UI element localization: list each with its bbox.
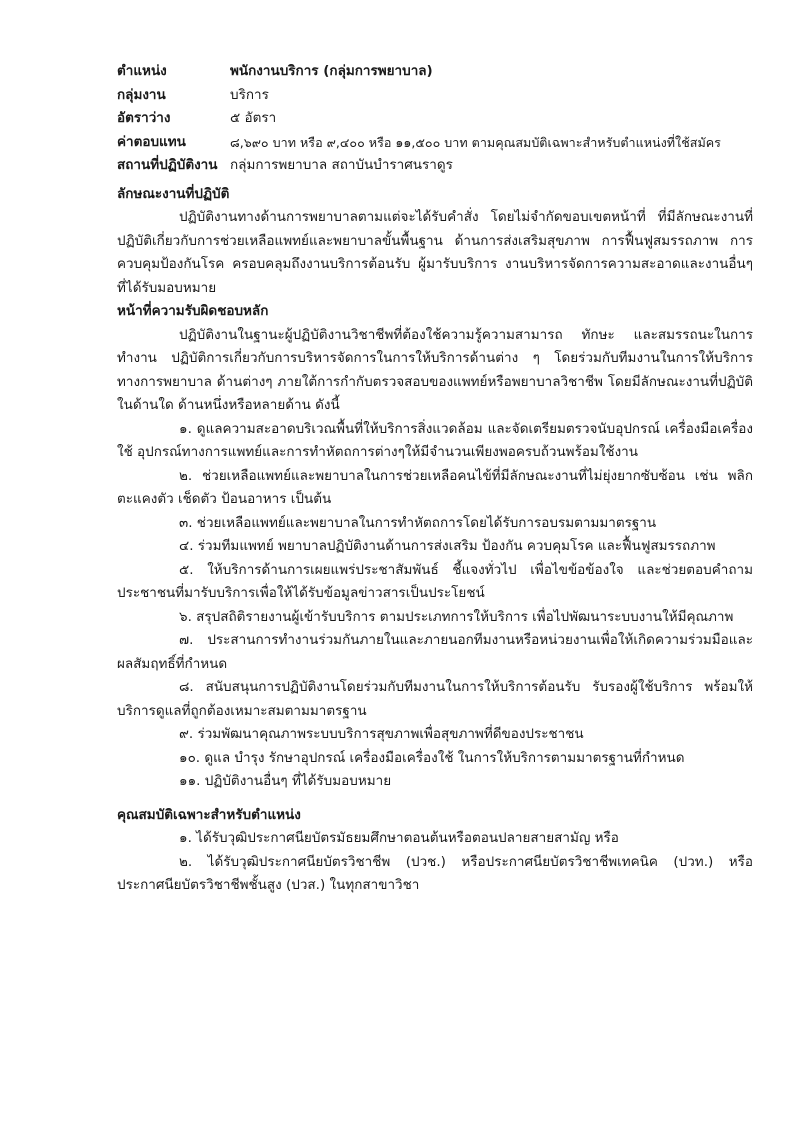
info-value: กลุ่มการพยาบาล สถาบันบำราศนราดูร	[230, 157, 453, 173]
qualifications-heading: คุณสมบัติเฉพาะสำหรับตำแหน่ง	[117, 806, 301, 823]
info-row-group	[117, 84, 753, 108]
info-label: ตำแหน่ง	[117, 63, 167, 79]
list-item: ๙. ร่วมพัฒนาคุณภาพระบบบริการสุขภาพเพื่อสุขภาพที่ดีของประชาชน	[179, 726, 584, 742]
list-item: ๘. สนับสนุนการปฏิบัติงานโดยร่วมกับทีมงานในการให้บริการต้อนรับ รับรองผู้ใช้บริการ พร้อมให้บริการดูแลที่ถูกต้องเหมาะสมตามมาตรฐาน	[117, 679, 753, 719]
list-item: ๔. ร่วมทีมแพทย์ พยาบาลปฏิบัติงานด้านการส่งเสริม ป้องกัน ควบคุมโรค และฟื้นฟูสมรรถภาพ	[179, 538, 716, 554]
duties-paragraph: ปฏิบัติงานทางด้านการพยาบาลตามแต่จะได้รับคำสั่ง โดยไม่จำกัดขอบเขตหน้าที่ ที่มีลักษณะงานที่ปฏิบัติเกี่ยวกับการช่วยเหลือแพทย์และพยาบาลขั้นพื้นฐาน ด้านการส่งเสริมสุขภาพ การฟื้นฟูสมรรถภาพ การควบคุมป้องกันโรค ครอบคลุมถึงงานบริการต้อนรับ ผู้มารับบริการ งานบริหารจัดการความสะอาดและงานอื่นๆ ที่ได้รับมอบหมาย	[117, 209, 753, 296]
info-row-vacancies	[117, 107, 753, 131]
info-value: ๘,๖๙๐ บาท หรือ ๙,๔๐๐ หรือ ๑๑,๕๐๐ บาท ตามคุณสมบัติเฉพาะสำหรับตำแหน่งที่ใช้สมัคร	[230, 134, 721, 150]
list-item: ๒. ช่วยเหลือแพทย์และพยาบาลในการช่วยเหลือคนไข้ที่มีลักษณะงานที่ไม่ยุ่งยากซับซ้อน เช่น พลิกตะแคงตัว เช็ดตัว ป้อนอาหาร เป็นต้น	[117, 467, 753, 507]
info-label: อัตราว่าง	[117, 110, 171, 126]
responsibilities-intro: ปฏิบัติงานในฐานะผู้ปฏิบัติงานวิชาชีพที่ต้องใช้ความรู้ความสามารถ ทักษะ และสมรรถนะในการทำงาน ปฏิบัติการเกี่ยวกับการบริหารจัดการในการให้บริการด้านต่าง ๆ โดยร่วมกับทีมงานในการให้บริการทางการพยาบาล ด้านต่างๆ ภายใต้การกำกับตรวจสอบของแพทย์หรือพยาบาลวิชาชีพ โดยมีลักษณะงานที่ปฏิบัติในด้านใด ด้านหนึ่งหรือหลายด้าน ดังนี้	[117, 326, 753, 413]
info-row-position	[117, 60, 753, 84]
duties-heading: ลักษณะงานที่ปฏิบัติ	[117, 185, 230, 202]
info-label: ค่าตอบแทน	[117, 133, 186, 150]
list-item: ๒. ได้รับวุฒิประกาศนียบัตรวิชาชีพ (ปวช.) หรือประกาศนียบัตรวิชาชีพเทคนิค (ปวท.) หรือประกาศนียบัตรวิชาชีพชั้นสูง (ปวส.) ในทุกสาขาวิชา	[117, 853, 753, 893]
list-item: ๗. ประสานการทำงานร่วมกันภายในและภายนอกทีมงานหรือหน่วยงานเพื่อให้เกิดความร่วมมือและผลสัมฤทธิ์ที่กำหนด	[117, 632, 753, 672]
list-item: ๑๑. ปฏิบัติงานอื่นๆ ที่ได้รับมอบหมาย	[179, 773, 392, 789]
info-value: พนักงานบริการ (กลุ่มการพยาบาล)	[230, 63, 433, 79]
document-content	[117, 60, 753, 898]
list-item: ๓. ช่วยเหลือแพทย์และพยาบาลในการทำหัตถการโดยได้รับการอบรมตามมาตรฐาน	[179, 514, 657, 531]
position-info	[117, 60, 753, 178]
responsibilities-heading: หน้าที่ความรับผิดชอบหลัก	[117, 303, 269, 319]
responsibilities-list	[117, 418, 753, 794]
list-item: ๑. ได้รับวุฒิประกาศนียบัตรมัธยมศึกษาตอนต้นหรือตอนปลายสายสามัญ หรือ	[179, 830, 619, 846]
info-row-salary	[117, 131, 753, 155]
info-label: สถานที่ปฏิบัติงาน	[117, 157, 218, 173]
info-value: ๕ อัตรา	[230, 110, 277, 126]
list-item: ๖. สรุปสถิติรายงานผู้เข้ารับบริการ ตามประเภทการให้บริการ เพื่อไปพัฒนาระบบงานให้มีคุณภาพ	[179, 608, 734, 625]
info-value: บริการ	[230, 86, 269, 103]
list-item: ๕. ให้บริการด้านการเผยแพร่ประชาสัมพันธ์ ชี้แจงทั่วไป เพื่อไขข้อข้องใจ และช่วยตอบคำถามประชาชนที่มารับบริการเพื่อให้ได้รับข้อมูลข่าวสารเป็นประโยชน์	[117, 561, 753, 601]
list-item: ๑๐. ดูแล บำรุง รักษาอุปกรณ์ เครื่องมือเครื่องใช้ ในการให้บริการตามมาตรฐานที่กำหนด	[179, 749, 685, 766]
info-row-workplace	[117, 154, 753, 178]
qualifications-list	[117, 827, 753, 898]
list-item: ๑. ดูแลความสะอาดบริเวณพื้นที่ให้บริการสิ่งแวดล้อม และจัดเตรียมตรวจนับอุปกรณ์ เครื่องมือเครื่องใช้ อุปกรณ์ทางการแพทย์และการทำหัตถการต่างๆให้มีจำนวนเพียงพอครบถ้วนพร้อมใช้งาน	[117, 420, 753, 460]
info-label: กลุ่มงาน	[117, 86, 166, 103]
